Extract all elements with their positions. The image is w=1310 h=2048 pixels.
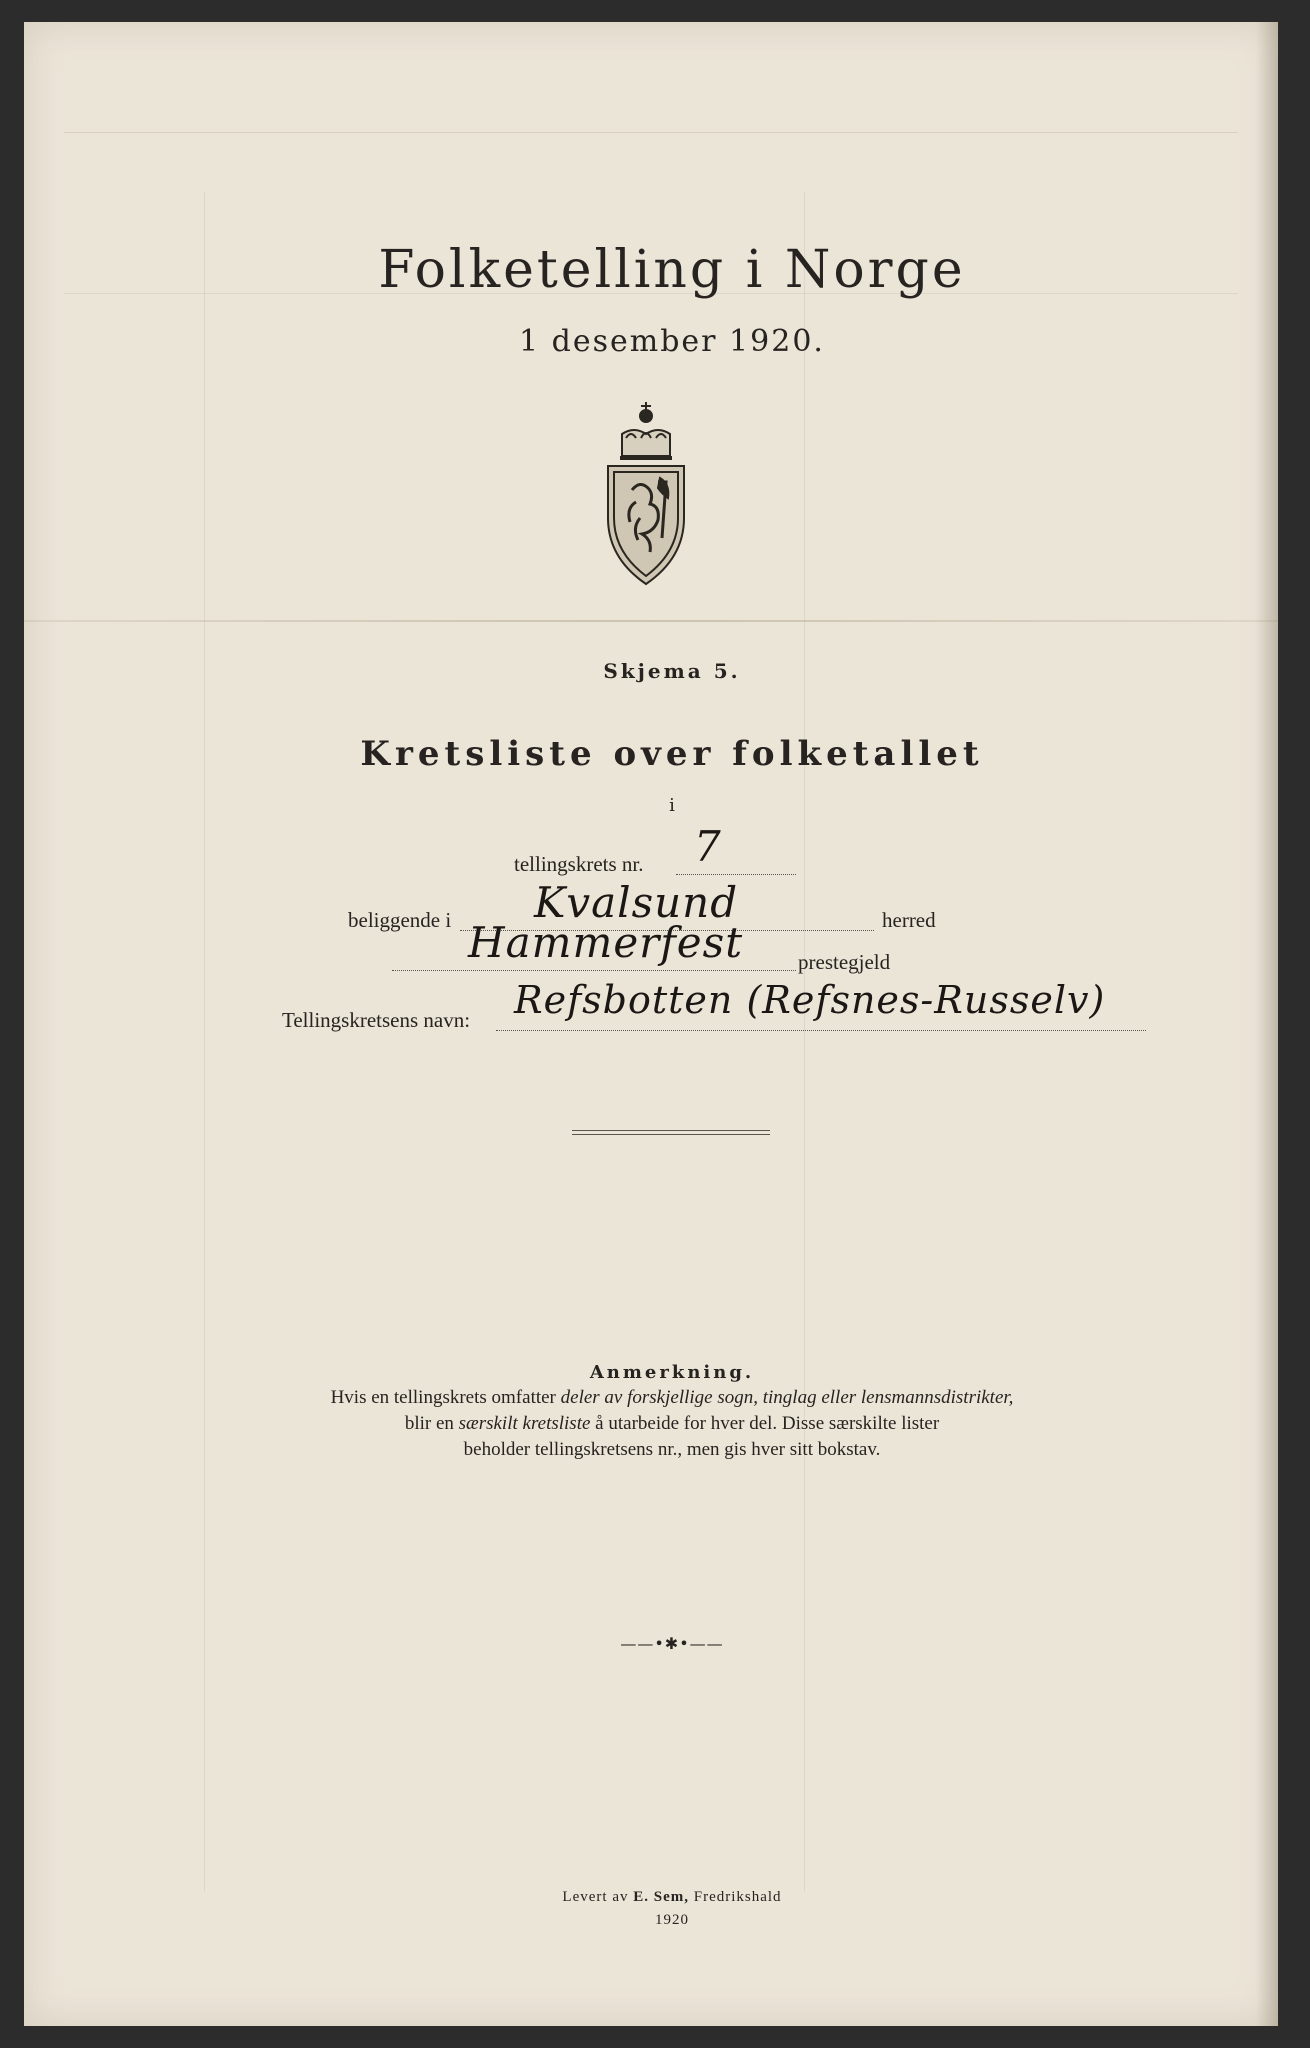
prestegjeld-value: Hammerfest	[468, 918, 744, 967]
krets-field-line	[676, 874, 796, 875]
document-title: Folketelling i Norge	[378, 240, 966, 300]
note-line	[24, 1413, 1310, 1435]
note-text: Hvis en tellingskrets omfatter	[330, 1387, 561, 1408]
navn-field-line	[496, 1030, 1146, 1031]
note-line	[24, 1387, 1310, 1409]
note-title: Anmerkning.	[589, 1362, 755, 1383]
census-form-page	[24, 22, 1278, 2026]
krets-name-value: Refsbotten (Refsnes-Russelv)	[514, 978, 1106, 1022]
paper-fold	[24, 620, 1278, 622]
imprint-text: Levert av	[562, 1889, 634, 1905]
prestegjeld-field-line	[392, 970, 796, 971]
norwegian-coat-of-arms-icon	[596, 398, 696, 588]
note-text: blir en	[404, 1413, 459, 1434]
divider-rule	[572, 1130, 770, 1131]
note-line: beholder tellingskretsens nr., men gis hver sitt bokstav.	[463, 1439, 881, 1460]
note-emphasis: deler av forskjellige sogn, tinglag eller lensmannsdistrikter,	[560, 1387, 1014, 1408]
note-emphasis: særskilt kretsliste	[458, 1413, 591, 1434]
schema-label: Skjema 5.	[603, 659, 741, 683]
census-date: 1 desember 1920.	[519, 324, 825, 359]
krets-label: tellingskrets nr.	[514, 852, 644, 876]
preposition: i	[669, 795, 675, 816]
note-text: å utarbeide for hver del. Disse særskilte lister	[590, 1413, 940, 1434]
prestegjeld-label: prestegjeld	[798, 950, 891, 974]
imprint-year: 1920	[655, 1912, 689, 1928]
herred-label: herred	[882, 908, 936, 932]
ornament-divider: ——•✱•——	[620, 1634, 724, 1653]
imprint-publisher: E. Sem,	[633, 1889, 689, 1905]
navn-label: Tellingskretsens navn:	[282, 1008, 471, 1032]
imprint-place: Fredrikshald	[688, 1889, 782, 1905]
printer-imprint	[24, 1889, 1310, 1906]
herred-value: Kvalsund	[534, 878, 739, 927]
beliggende-label: beliggende i	[348, 908, 452, 932]
divider-rule	[572, 1134, 770, 1135]
form-subtitle: Kretsliste over folketallet	[360, 734, 984, 774]
krets-number: 7	[694, 822, 722, 871]
page-edge-shadow	[1256, 22, 1278, 2026]
